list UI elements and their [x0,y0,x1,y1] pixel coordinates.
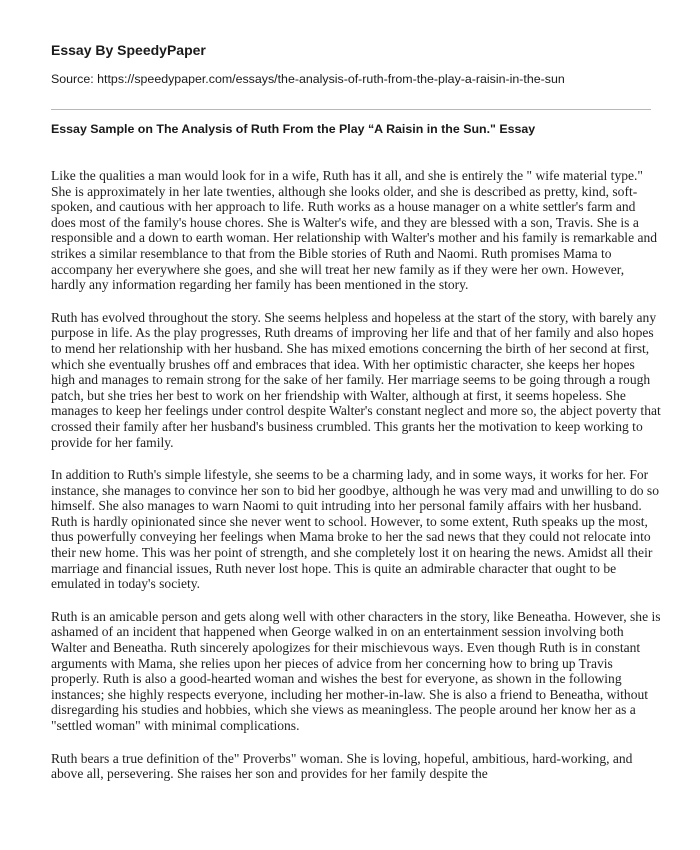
header-divider [51,109,651,110]
essay-paragraph: Ruth is an amicable person and gets along well with other characters in the story, like Beneatha. However, she is ashamed of an incident that happened when George walked in on an entertainment session involving both Walter and Beneatha. Ruth sincerely apologizes for their mischievous ways. Even though Ruth is in constant arguments with Mama, she relies upon her pieces of advice from her concerning how to bring up Travis properly. Ruth is also a good-hearted woman and wishes the best for everyone, as shown in the following instances; she highly respects everyone, including her mother-in-law. She is also a friend to Beneatha, without disregarding his studies and hobbies, which she views as meaningless. The people around her know her as a "settled woman" with minimal complications. [51,608,661,733]
essay-body [51,168,661,799]
essay-title: Essay Sample on The Analysis of Ruth From the Play “A Raisin in the Sun." Essay [51,122,536,136]
brand-title: Essay By SpeedyPaper [51,42,206,58]
essay-paragraph: Ruth has evolved throughout the story. She seems helpless and hopeless at the start of the story, with barely any purpose in life. As the play progresses, Ruth dreams of improving her life and that of her family and also hopes to mend her relationship with her husband. She has mixed emotions concerning the birth of her second at first, which she eventually brushes off and embraces that idea. With her optimistic character, she keeps her hopes high and manages to remain strong for the sake of her family. Her marriage seems to be going through a rough patch, but she tries her best to work on her friendship with Walter, although at first, it seems hopeless. She manages to keep her feelings under control despite Walter's constant neglect and more so, the abject poverty that crossed their family after her husband's business crumbled. This grants her the motivation to keep working to provide for her family. [51,309,661,450]
essay-paragraph: In addition to Ruth's simple lifestyle, she seems to be a charming lady, and in some ways, it works for her. For instance, she manages to convince her son to bid her goodbye, although he was very mad and unwilling to do so himself. She also manages to warn Naomi to quit intruding into her personal family affairs with her husband. Ruth is hardly opinionated since she never went to school. However, to some extent, Ruth speaks up the most, thus powerfully conveying her feelings when Mama broke to her the sad news that they could not relocate into their new home. This was her point of strength, and she completely lost it on hearing the news. Amidst all their marriage and financial issues, Ruth never lost hope. This is quite an admirable character that ought to be emulated in today's society. [51,467,659,592]
source-label: Source: [51,72,98,86]
source-link[interactable]: https://speedypaper.com/essays/the-analysis-of-ruth-from-the-play-a-raisin-in-the-sun [97,72,565,86]
essay-paragraph: Like the qualities a man would look for in a wife, Ruth has it all, and she is entirely the " wife material type." She is approximately in her late twenties, although she looks older, and she is described as pretty, kind, soft-spoken, and cautious with her approach to life. Ruth works as a house manager on a white settler's farm and does most of the family's house chores. She is Walter's wife, and they are blessed with a son, Travis. She is a responsible and a down to earth woman. Her relationship with Walter's mother and his family is remarkable and strikes a similar resemblance to that from the Bible stories of Ruth and Naomi. Ruth promises Mama to accompany her everywhere she goes, and she will treat her new family as if they were her own. However, hardly any information regarding her family has been mentioned in the story. [51,168,658,293]
source-line [51,72,565,86]
essay-paragraph: Ruth bears a true definition of the" Proverbs" woman. She is loving, hopeful, ambitious, hard-working, and above all, persevering. She raises her son and provides for her family despite the [51,750,633,782]
